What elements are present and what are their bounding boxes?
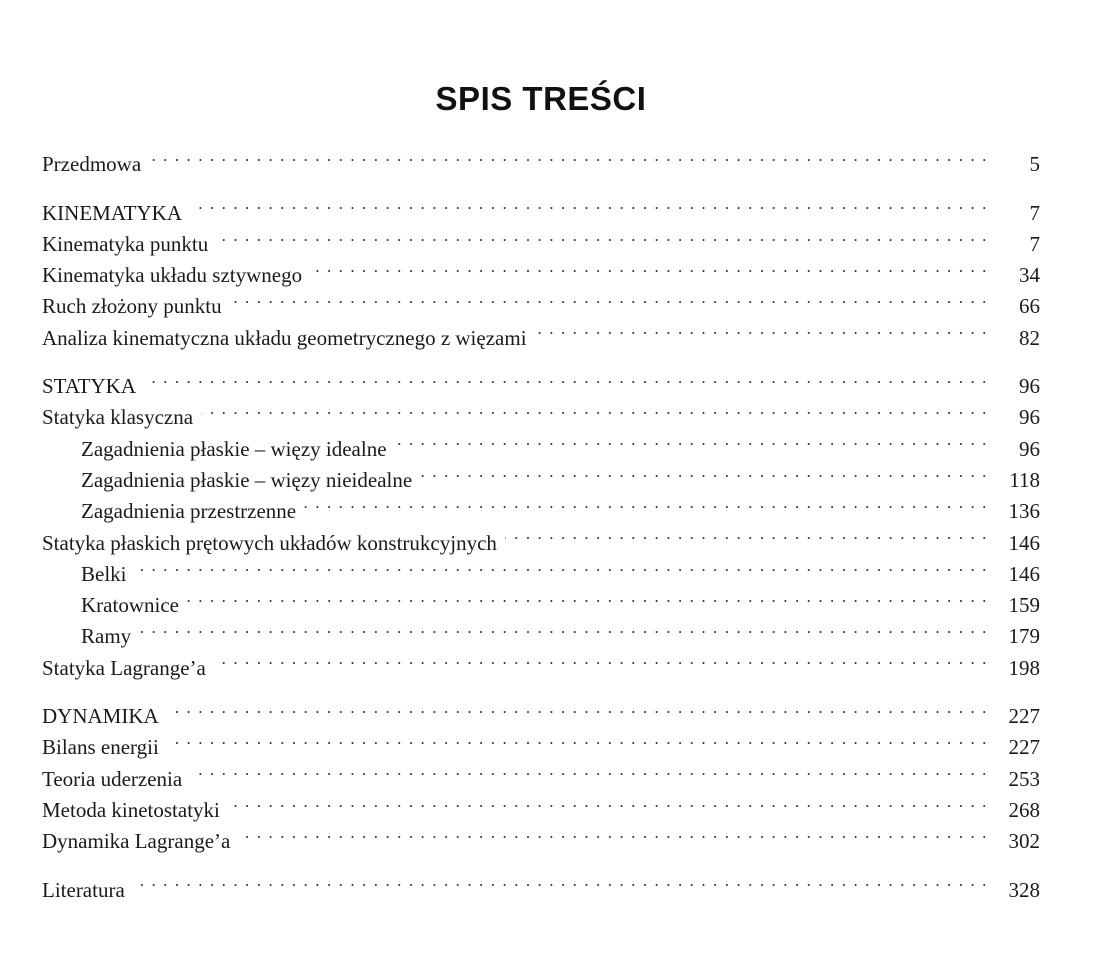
- toc-entry-page-number: 96: [1019, 374, 1040, 399]
- dot-leader: [304, 487, 988, 518]
- dot-leader: [190, 188, 988, 219]
- toc-entry-label: Zagadnienia płaskie – więzy nieidealne: [81, 467, 413, 492]
- toc-entry[interactable]: [42, 754, 1040, 791]
- toc-entry-page-number: 253: [1008, 766, 1040, 791]
- dot-leader: [135, 550, 989, 581]
- toc-entry-page-number: 82: [1019, 325, 1040, 350]
- dot-leader: [310, 251, 988, 282]
- toc-entry-page-number: 159: [1008, 593, 1040, 618]
- toc-entry-page-number: 198: [1008, 655, 1040, 680]
- toc-entry-page-number: 96: [1019, 405, 1040, 430]
- dot-leader: [139, 612, 988, 643]
- dot-leader: [228, 786, 988, 817]
- table-of-contents: [42, 140, 1040, 902]
- toc-entry-label: Ruch złożony punktu: [42, 294, 222, 319]
- dot-leader: [187, 581, 988, 612]
- dot-leader: [144, 362, 988, 393]
- toc-entry-label: Kinematyka punktu: [42, 231, 209, 256]
- toc-entry[interactable]: [42, 393, 1040, 430]
- toc-entry[interactable]: [42, 581, 1040, 618]
- toc-entry-page-number: 7: [1029, 231, 1040, 256]
- toc-entry-label: Kratownice: [81, 593, 179, 618]
- dot-leader: [230, 282, 988, 313]
- toc-entry[interactable]: [42, 723, 1040, 760]
- toc-entry-label: Kinematyka układu sztywnego: [42, 263, 303, 288]
- toc-entry-page-number: 179: [1008, 624, 1040, 649]
- dot-leader: [395, 424, 988, 455]
- toc-entry-label: Analiza kinematyczna układu geometrycznego z więzami: [42, 325, 527, 350]
- dot-leader: [167, 723, 988, 754]
- toc-entry-page-number: 66: [1019, 294, 1040, 319]
- dot-leader: [238, 817, 988, 848]
- toc-entry-page-number: 5: [1029, 152, 1040, 177]
- toc-entry[interactable]: [42, 865, 1040, 902]
- toc-entry[interactable]: [42, 362, 1040, 399]
- toc-entry-label: Zagadnienia przestrzenne: [81, 499, 297, 524]
- toc-entry-label: Belki: [81, 561, 127, 586]
- dot-leader: [505, 518, 988, 549]
- toc-entry-label: Ramy: [81, 624, 132, 649]
- dot-leader: [149, 140, 988, 171]
- dot-leader: [190, 754, 988, 785]
- toc-entry[interactable]: [42, 220, 1040, 256]
- dot-leader: [214, 643, 988, 674]
- toc-entry-label: KINEMATYKA: [42, 200, 182, 225]
- toc-entry-page-number: 302: [1008, 829, 1040, 854]
- dot-leader: [420, 456, 988, 487]
- toc-entry[interactable]: [42, 692, 1040, 729]
- toc-entry-label: Przedmowa: [42, 152, 142, 177]
- toc-entry-label: STATYKA: [42, 374, 136, 399]
- dot-leader: [133, 865, 988, 896]
- toc-entry-label: Metoda kinetostatyki: [42, 797, 220, 822]
- toc-entry-page-number: 227: [1008, 735, 1040, 760]
- toc-entry[interactable]: [42, 612, 1040, 649]
- toc-entry-label: Statyka klasyczna: [42, 405, 194, 430]
- toc-entry[interactable]: [42, 140, 1040, 177]
- toc-entry-page-number: 96: [1019, 436, 1040, 461]
- toc-entry-page-number: 227: [1008, 704, 1040, 729]
- toc-entry-page-number: 136: [1008, 499, 1040, 524]
- toc-entry-label: Zagadnienia płaskie – więzy idealne: [81, 436, 387, 461]
- toc-entry-label: Statyka płaskich prętowych układów konstrukcyjnych: [42, 530, 497, 555]
- toc-entry-label: Teoria uderzenia: [42, 766, 183, 791]
- toc-entry[interactable]: [42, 643, 1040, 680]
- toc-entry[interactable]: [42, 188, 1040, 225]
- toc-entry-page-number: 34: [1019, 263, 1040, 288]
- toc-entry-page-number: 146: [1008, 561, 1040, 586]
- dot-leader: [535, 313, 988, 344]
- dot-leader: [201, 393, 988, 424]
- toc-entry-label: Statyka Lagrange’a: [42, 655, 206, 680]
- toc-entry-label: DYNAMIKA: [42, 704, 159, 729]
- toc-entry-label: Dynamika Lagrange’a: [42, 829, 231, 854]
- toc-entry[interactable]: [42, 550, 1040, 586]
- page-title: SPIS TREŚCI: [435, 80, 647, 118]
- toc-entry-page-number: 146: [1008, 530, 1040, 555]
- toc-entry-page-number: 268: [1008, 797, 1040, 822]
- dot-leader: [216, 220, 988, 251]
- toc-entry-label: Bilans energii: [42, 735, 159, 760]
- toc-entry-page-number: 328: [1008, 877, 1040, 902]
- toc-entry-page-number: 7: [1029, 200, 1040, 225]
- toc-entry-page-number: 118: [1009, 467, 1040, 492]
- toc-entry[interactable]: [42, 786, 1040, 822]
- toc-entry-label: Literatura: [42, 877, 125, 902]
- dot-leader: [167, 692, 988, 723]
